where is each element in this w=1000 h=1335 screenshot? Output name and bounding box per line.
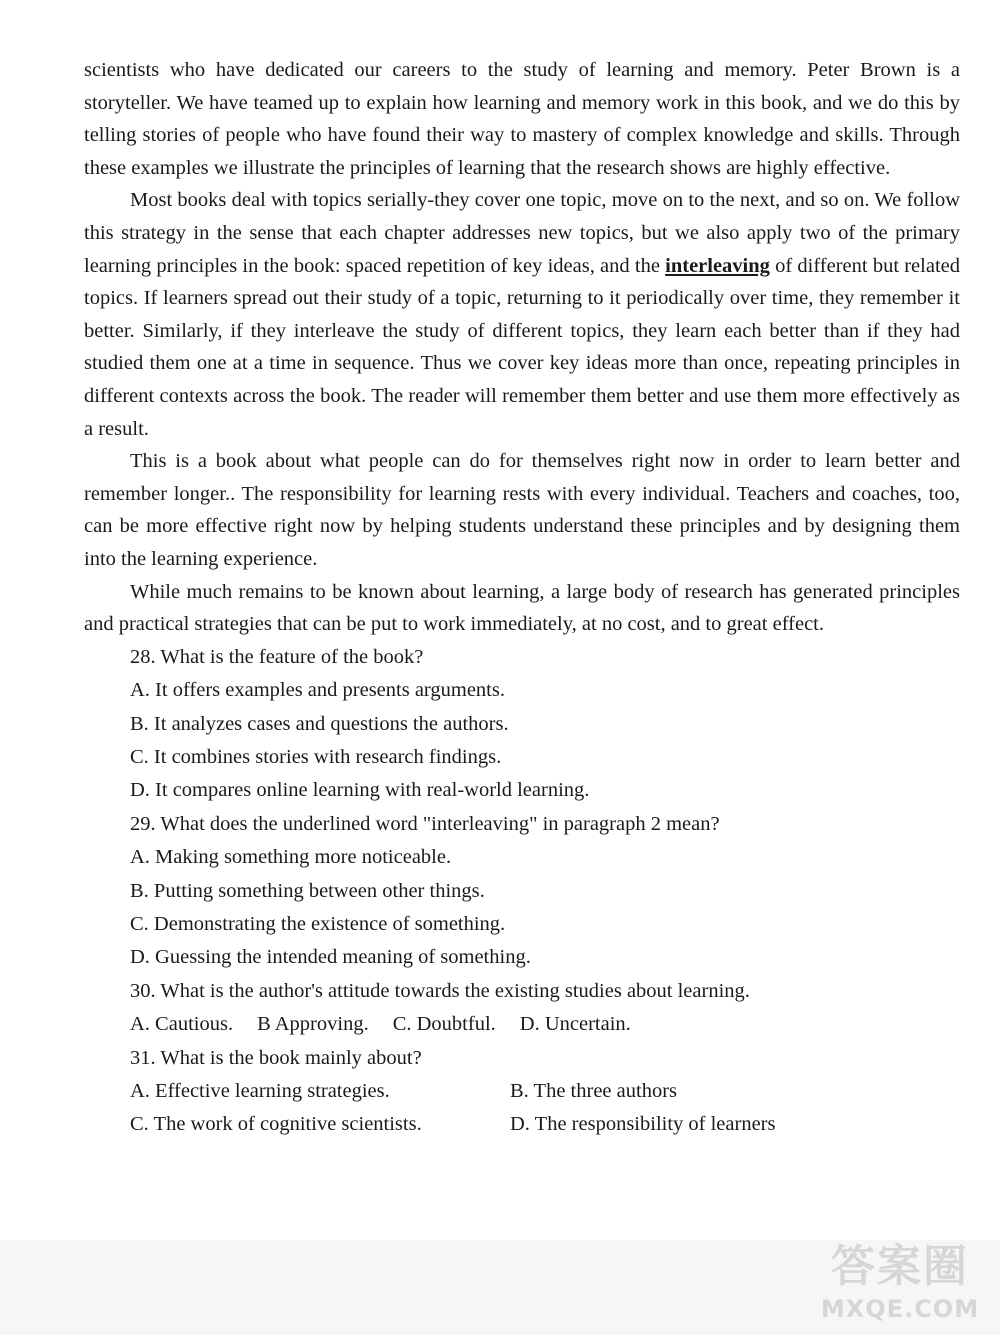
- question-31-option-d: D. The responsibility of learners: [510, 1113, 776, 1136]
- question-31-options-row-2: [84, 1108, 960, 1141]
- question-list: [84, 641, 960, 1142]
- question-28-option-a: A. It offers examples and presents arguments.: [130, 679, 505, 702]
- question-30-option-d: D. Uncertain.: [519, 1013, 631, 1036]
- document-page: [84, 54, 960, 1142]
- paragraph-2-after: of different but related topics. If learners spread out their study of a topic, returning to it periodically over time, they remember it better. Similarly, if they interleave the study of different topics, they learn each better than if they had studied them one at a time in sequence. Thus we cover key ideas more than once, repeating principles in different contexts across the book. The reader will remember them better and use them more effectively as a result.: [84, 254, 960, 440]
- question-28-option-c: C. It combines stories with research findings.: [130, 745, 502, 768]
- question-28-stem: 28. What is the feature of the book?: [130, 645, 424, 668]
- question-30-stem: 30. What is the author's attitude towards the existing studies about learning.: [130, 979, 750, 1002]
- question-31-option-b: B. The three authors: [510, 1079, 677, 1102]
- question-29-option-d: D. Guessing the intended meaning of something.: [130, 946, 531, 969]
- question-29-option-c: C. Demonstrating the existence of something.: [130, 912, 506, 935]
- question-30-option-a: A. Cautious.: [130, 1013, 234, 1036]
- paragraph-2: [84, 184, 960, 445]
- paragraph-3: This is a book about what people can do for themselves right now in order to learn better and remember longer.. The responsibility for learning rests with every individual. Teachers and coaches, too, can be more effective right now by helping students understand these principles and by designing them into the learning experience.: [84, 450, 960, 570]
- watermark-logo: [800, 1240, 1000, 1335]
- paragraph-1: scientists who have dedicated our careers to the study of learning and memory. Peter Brown is a storyteller. We have teamed up to explain how learning and memory work in this book, and we do this by telling stories of people who have found their way to mastery of complex knowledge and skills. Through these examples we illustrate the principles of learning that the research shows are highly effective.: [84, 59, 960, 179]
- question-30-options: [84, 1008, 960, 1041]
- question-29-option-a: A. Making something more noticeable.: [130, 846, 452, 869]
- watermark-url: MXQE.COM: [820, 1295, 980, 1323]
- question-31-options-row-1: [84, 1075, 960, 1108]
- question-28-option-b: B. It analyzes cases and questions the authors.: [130, 712, 509, 735]
- paragraph-2-before: Most books deal with topics serially-they cover one topic, move on to the next, and so on. We follow this strategy in the sense that each chapter addresses new topics, but we also apply two of the primary learning principles in the book: spaced repetition of key ideas, and the: [84, 189, 960, 277]
- question-30-option-b: B Approving.: [257, 1013, 369, 1036]
- question-30-option-c: C. Doubtful.: [392, 1013, 496, 1036]
- question-29-stem: 29. What does the underlined word "interleaving" in paragraph 2 mean?: [130, 812, 720, 835]
- question-31-option-c: C. The work of cognitive scientists.: [130, 1113, 422, 1136]
- watermark-title: 答案圈: [831, 1241, 969, 1292]
- question-28-option-d: D. It compares online learning with real-world learning.: [130, 779, 590, 802]
- question-31-option-a: A. Effective learning strategies.: [130, 1079, 390, 1102]
- question-31-stem: 31. What is the book mainly about?: [130, 1046, 422, 1069]
- question-29-option-b: B. Putting something between other things.: [130, 879, 485, 902]
- underlined-word-interleaving: interleaving: [665, 254, 770, 277]
- paragraph-4: While much remains to be known about learning, a large body of research has generated principles and practical strategies that can be put to work immediately, at no cost, and to great effect.: [84, 580, 960, 636]
